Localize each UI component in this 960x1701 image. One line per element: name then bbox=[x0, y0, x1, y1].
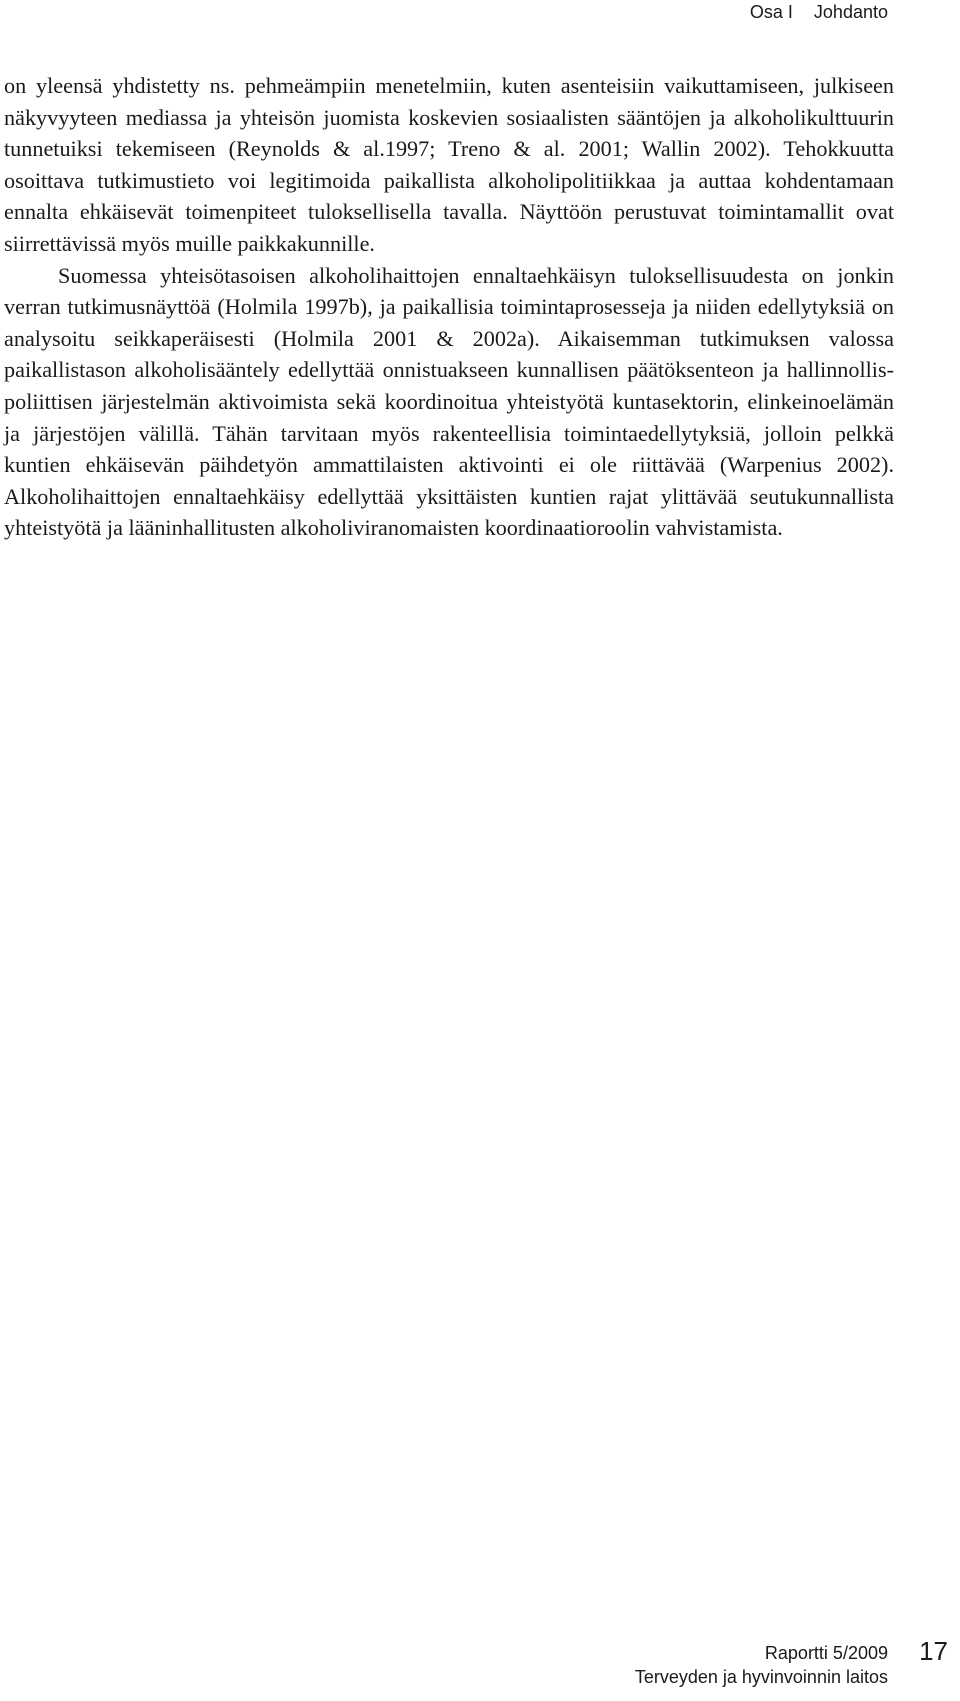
footer-report: Raportti 5/2009 bbox=[764, 1643, 888, 1663]
paragraph-1: on yleensä yhdistetty ns. pehmeämpiin menetelmiin, kuten asenteisiin vaikuttamiseen, julkiseen näkyvyyteen mediassa ja yhteisön juomista koskevien sosiaalisten sääntöjen ja alkoholikulttuurin tunnetuiksi tekemiseen (Reynolds & al.1997; Treno & al. 2001; Wallin 2002). Tehokkuutta osoittava tutkimustieto voi legitimoida paikallista alkoholipolitiikkaa ja auttaa kohdentamaan ennalta ehkäisevät toimenpiteet tuloksellisella tavalla. Näyttöön perustuvat toimintamallit ovat siirrettävissä myös muille paikkakunnille. bbox=[4, 73, 894, 256]
footer bbox=[635, 1641, 888, 1689]
header-section: Osa I bbox=[749, 2, 793, 22]
body-text bbox=[4, 70, 894, 544]
header-separator bbox=[801, 0, 806, 24]
paragraph-2: Suomessa yhteisötasoisen alkoholihaittojen ennaltaehkäisyn tuloksellisuudesta on jonkin verran tutkimusnäyttöä (Holmila 1997b), ja paikallisia toimintaprosesseja ja niiden edellytyksiä on analysoitu seikkaperäisesti (Holmila 2001 & 2002a). Aikaisemman tutkimuksen valossa paikallistason alkoholisääntely edellyttää onnistuakseen kunnallisen päätöksenteon ja hallinnollis-poliittisen järjestelmän aktivoimista sekä koordinoitua yhteistyötä kuntasektorin, elinkeinoelämän ja järjestöjen välillä. Tähän tarvitaan myös rakenteellisia toimintaedellytyksiä, jolloin pelkkä kuntien ehkäisevän päihdetyön ammattilaisten aktivointi ei ole riittävää (Warpenius 2002). Alkoholihaittojen ennaltaehkäisy edellyttää yksittäisten kuntien rajat ylittävää seutukunnallista yhteistyötä ja lääninhallitusten alkoholiviranomaisten koordinaatioroolin vahvistamista. bbox=[4, 262, 894, 541]
header-chapter: Johdanto bbox=[813, 2, 888, 22]
page-number: 17 bbox=[919, 1636, 948, 1666]
running-header bbox=[750, 0, 888, 24]
footer-publisher: Terveyden ja hyvinvoinnin laitos bbox=[634, 1667, 888, 1687]
